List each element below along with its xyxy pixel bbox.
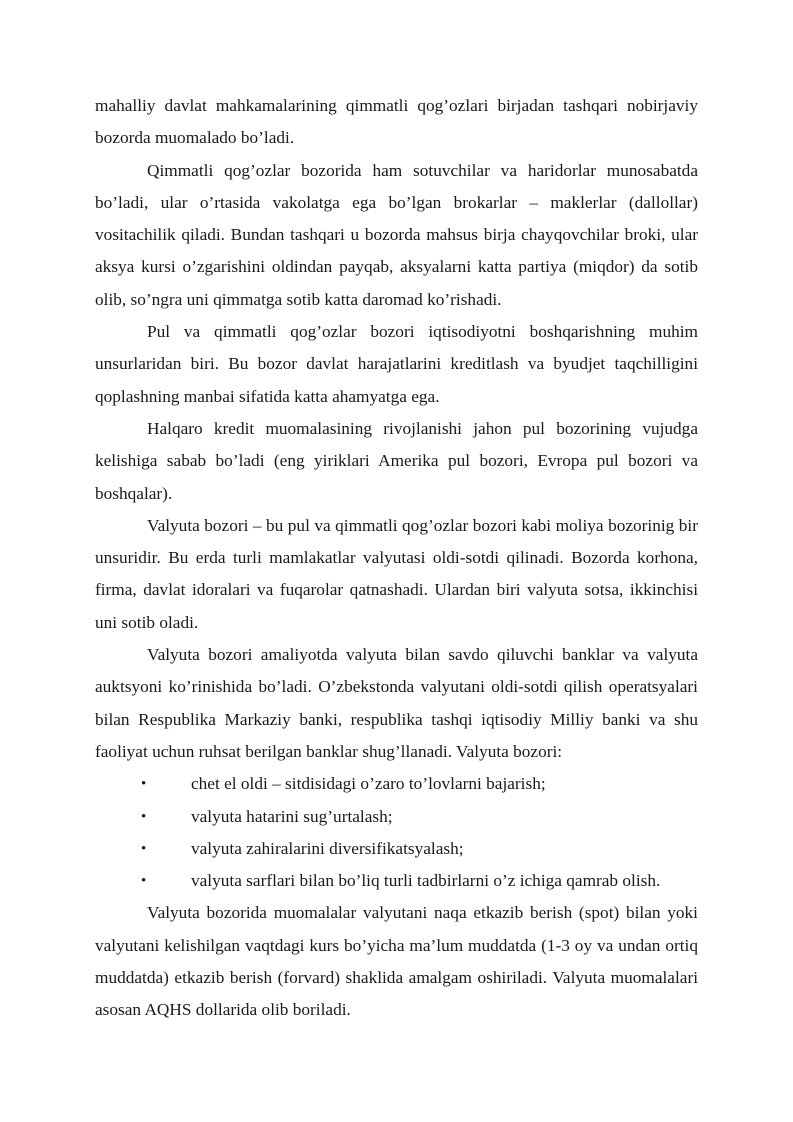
paragraph-currency-practice: Valyuta bozori amaliyotda valyuta bilan savdo qiluvchi banklar va valyuta auktsyoni ko’rinishida bo’ladi. O’zbekstonda valyutani oldi-sotdi qilish operatsyalari bilan Respublika Markaziy banki, respublika tashqi iqtisodiy Milliy banki va shu faoliyat uchun ruhsat berilgan banklar shug’llanadi. Valyuta bozori:	[95, 645, 698, 761]
paragraph-international-credit: Halqaro kredit muomalasining rivojlanishi jahon pul bozorining vujudga kelishiga sabab bo’ladi (eng yiriklari Amerika pul bozori, Evropa pul bozori va boshqalar).	[95, 418, 698, 503]
bullet-icon: •	[141, 873, 147, 890]
paragraph-spot-forward: Valyuta bozorida muomalalar valyutani naqa etkazib berish (spot) bilan yoki valyutani kelishilgan vaqtdagi kurs bo’yicha ma’lum muddatda (1-3 oy va undan ortiq muddatda) etkazib berish (forvard) shaklida amalgam oshiriladi. Valyuta muomalalari asosan AQHS dollarida olib boriladi.	[95, 903, 698, 1020]
bullet-icon: •	[141, 840, 147, 857]
list-item-text: valyuta hatarini sug’urtalash;	[191, 806, 393, 826]
paragraph-currency-market: Valyuta bozori – bu pul va qimmatli qog’ozlar bozori kabi moliya bozorinig bir unsuridir. Bu erda turli mamlakatlar valyutasi oldi-sotdi qilinadi. Bozorda korhona, firma, davlat idoralari va fuqarolar qatnashadi. Ulardan biri valyuta sotsa, ikkinchisi uni sotib oladi.	[95, 515, 698, 632]
paragraph-money-market: Pul va qimmatli qog’ozlar bozori iqtisodiyotni boshqarishning muhim unsurlaridan biri. Bu bozor davlat harajatlarini kreditlash va byudjet taqchilligini qoplashning manbai sifatida katta ahamyatga ega.	[95, 322, 698, 406]
bullet-list	[95, 768, 698, 897]
paragraph-continuation: mahalliy davlat mahkamalarining qimmatli qog’ozlari birjadan tashqari nobirjaviy bozorda muomalado bo’ladi.	[95, 96, 698, 148]
bullet-icon: •	[141, 808, 147, 825]
list-item	[95, 801, 698, 833]
paragraph-securities-market: Qimmatli qog’ozlar bozorida ham sotuvchilar va haridorlar munosabatda bo’ladi, ular o’rtasida vakolatga ega bo’lgan brokarlar – maklerlar (dallollar) vositachilik qiladi. Bundan tashqari u bozorda mahsus birja chayqovchilar broki, ular aksya kursi o’zgarishini oldindan payqab, aksyalarni katta partiya (miqdor) da sotib olib, so’ngra uni qimmatga sotib katta daromad ko’rishadi.	[95, 160, 698, 309]
list-item	[95, 833, 698, 865]
list-item	[95, 768, 698, 800]
list-item	[95, 865, 698, 897]
bullet-icon: •	[141, 776, 147, 793]
list-item-text: valyuta zahiralarini diversifikatsyalash;	[191, 838, 464, 858]
list-item-text: chet el oldi – sitdisidagi o’zaro to’lovlarni bajarish;	[191, 774, 546, 794]
list-item-text: valyuta sarflari bilan bo’liq turli tadbirlarni o’z ichiga qamrab olish.	[191, 871, 661, 891]
document-page	[95, 90, 698, 1027]
